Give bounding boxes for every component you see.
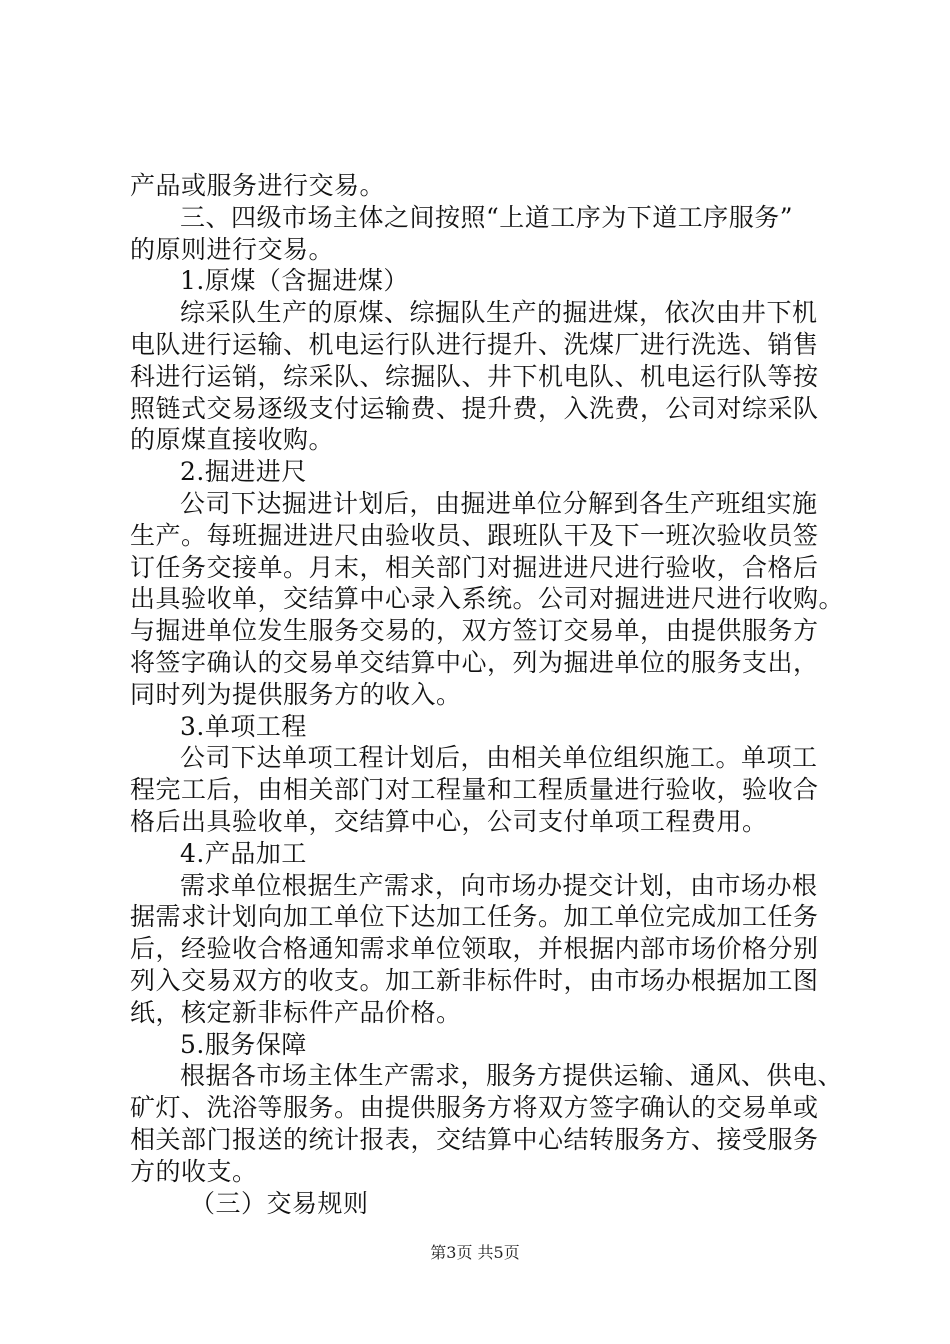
paragraph-line: 需求单位根据生产需求，向市场办提交计划，由市场办根: [180, 870, 818, 900]
paragraph-line: 根据各市场主体生产需求，服务方提供运输、通风、供电、: [180, 1061, 844, 1091]
page-number-footer: 第3页 共5页: [430, 1243, 520, 1262]
section-heading: （三）交易规则: [190, 1188, 369, 1218]
text-line: 列入交易双方的收支。加工新非标件时，由市场办根据加工图: [130, 965, 819, 995]
text-line: 程完工后，由相关部门对工程量和工程质量进行验收，验收合: [130, 775, 819, 805]
text-line: 出具验收单，交结算中心录入系统。公司对掘进进尺进行收购。: [130, 584, 845, 614]
paragraph-line: 三、四级市场主体之间按照“上道工序为下道工序服务”: [180, 202, 794, 232]
section-heading: 2.掘进进尺: [180, 457, 307, 487]
text-line: 后，经验收合格通知需求单位领取，并根据内部市场价格分别: [130, 934, 819, 964]
paragraph-line: 综采队生产的原煤、综掘队生产的掘进煤，依次由井下机: [180, 298, 818, 328]
section-heading: 1.原煤（含掘进煤）: [180, 266, 409, 296]
text-line: 相关部门报送的统计报表，交结算中心结转服务方、接受服务: [130, 1124, 819, 1154]
text-line: 生产。每班掘进进尺由验收员、跟班队干及下一班次验收员签: [130, 520, 819, 550]
text-line: 产品或服务进行交易。: [130, 171, 386, 200]
section-heading: 3.单项工程: [180, 711, 307, 741]
section-heading: 5.服务保障: [180, 1029, 307, 1059]
text-line: 订任务交接单。月末，相关部门对掘进进尺进行验收，合格后: [130, 552, 819, 582]
text-line: 照链式交易逐级支付运输费、提升费，入洗费，公司对综采队: [130, 393, 819, 423]
text-line: 的原煤直接收购。: [130, 425, 335, 455]
text-line: 科进行运销，综采队、综掘队、井下机电队、机电运行队等按: [130, 361, 819, 391]
text-line: 将签字确认的交易单交结算中心，列为掘进单位的服务支出，: [130, 647, 819, 677]
text-line: 与掘进单位发生服务交易的，双方签订交易单，由提供服务方: [130, 616, 819, 646]
text-line: 电队进行运输、机电运行队进行提升、洗煤厂进行洗选、销售: [130, 329, 819, 359]
text-line: 据需求计划向加工单位下达加工任务。加工单位完成加工任务: [130, 902, 819, 932]
text-line: 方的收支。: [130, 1156, 258, 1186]
text-line: 格后出具验收单，交结算中心，公司支付单项工程费用。: [130, 806, 768, 836]
section-heading: 4.产品加工: [180, 838, 307, 868]
paragraph-line: 公司下达掘进计划后，由掘进单位分解到各生产班组实施: [180, 488, 818, 518]
text-line: 纸，核定新非标件产品价格。: [130, 997, 462, 1027]
text-line: 矿灯、洗浴等服务。由提供服务方将双方签字确认的交易单或: [130, 1093, 819, 1123]
body-text: [130, 170, 845, 1219]
text-line: 同时列为提供服务方的收入。: [130, 679, 462, 709]
paragraph-line: 公司下达单项工程计划后，由相关单位组织施工。单项工: [180, 743, 818, 773]
text-line: 的原则进行交易。: [130, 234, 335, 264]
